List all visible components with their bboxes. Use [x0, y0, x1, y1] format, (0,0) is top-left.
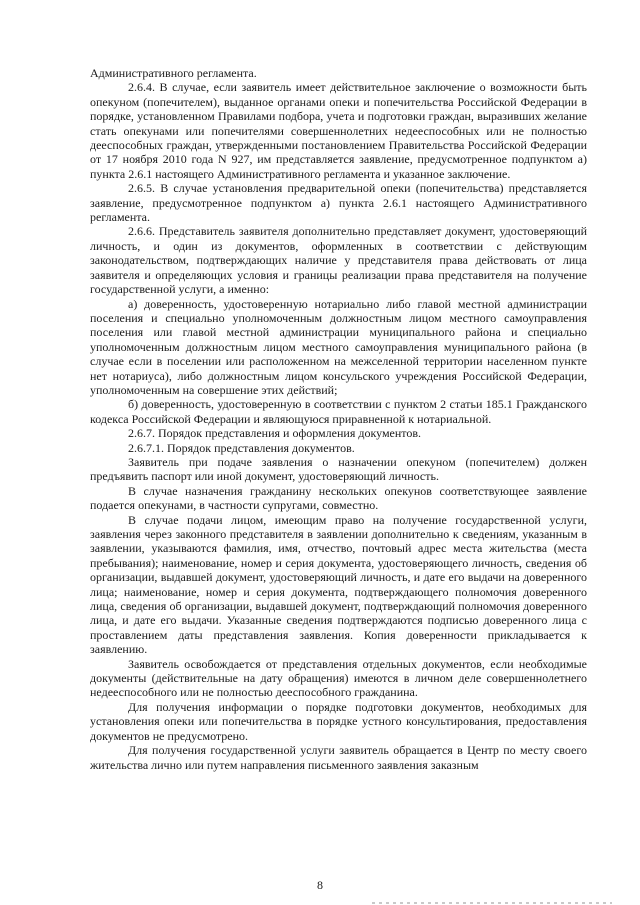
paragraph: 2.6.7. Порядок представления и оформления документов.	[128, 426, 422, 441]
paragraph: 2.6.7.1. Порядок представления документов.	[128, 440, 355, 455]
paragraph: Для получения государственной услуги заявитель обращается в Центр по месту своего жительства лично или путем направления письменного заявления заказным	[90, 743, 587, 772]
paragraph: а) доверенность, удостоверенную нотариально либо главой местной администрации поселения и специально уполномоченным должностным лицом местного самоуправления поселения или главой местной администрации муниципального района и специально уполномоченным должностным лицом местного самоуправления муниципального района (в случае если в поселении или расположенном на межселенной территории населенном пункте нет нотариуса), либо должностным лицом консульского учреждения Российской Федерации, уполномоченным на совершение этих действий;	[90, 296, 587, 397]
paragraph: 2.6.5. В случае установления предварительной опеки (попечительства) представляется заявление, предусмотренное подпунктом а) пункта 2.6.1 настоящего Административного регламента.	[90, 181, 587, 225]
page-number: 8	[317, 878, 323, 892]
paragraph: В случае подачи лицом, имеющим право на получение государственной услуги, заявления через законного представителя в заявлении дополнительно к сведениям, указанным в заявлении, указываются фамилия, имя, отчество, почтовый адрес места жительства (места пребывания); наименование, номер и серия документа, удостоверяющего личность, сведения об организации, выдавшей документ, удостоверяющий личность, и дате его выдачи на доверенного лица; наименование, номер и серия документа, подтверждающего полномочия доверенного лица, сведения об организации, выдавшей документ, подтверждающий полномочия доверенного лица, и дате его выдачи. Указанные сведения подтверждаются подписью доверенного лица с проставлением даты представления заявления. Копия доверенности прикладывается к заявлению.	[90, 512, 587, 657]
paragraph: Для получения информации о порядке подготовки документов, необходимых для установления опеки или попечительства в порядке устного консультирования, предоставления документов не предусмотрено.	[90, 699, 587, 743]
paragraph: Заявитель освобождается от представления отдельных документов, если необходимые документы (действительные на дату обращения) имеются в личном деле совершеннолетнего недееспособного или не полностью дееспособного гражданина.	[90, 656, 587, 700]
paragraph: 2.6.6. Представитель заявителя дополнительно представляет документ, удостоверяющий личность, и один из документов, оформленных в соответствии с действующим законодательством, подтверждающих наличие у представителя права действовать от лица заявителя и определяющих условия и границы реализации права представителя на получение государственной услуги, а именно:	[90, 224, 587, 297]
paragraph: Административного регламента.	[90, 66, 257, 80]
scan-artifact	[372, 902, 612, 904]
paragraph: В случае назначения гражданину нескольких опекунов соответствующее заявление подается опекунами, в частности супругами, совместно.	[90, 483, 587, 513]
paragraph: Заявитель при подаче заявления о назначении опекуном (попечителем) должен предъявить паспорт или иной документ, удостоверяющий личность.	[90, 454, 587, 484]
paragraph: б) доверенность, удостоверенную в соответствии с пунктом 2 статьи 185.1 Гражданского кодекса Российской Федерации и являющуюся приравненной к нотариальной.	[90, 397, 587, 426]
paragraph: 2.6.4. В случае, если заявитель имеет действительное заключение о возможности быть опекуном (попечителем), выданное органами опеки и попечительства Российской Федерации в порядке, установленном Правилами подбора, учета и подготовки граждан, выразивших желание стать опекунами или попечителями совершеннолетних недееспособных или не полностью дееспособных граждан, утвержденными постановлением Правительства Российской Федерации от 17 ноября 2010 года N 927, им представляется заявление, предусмотренное подпунктом а) пункта 2.6.1 настоящего Административного регламента и указанное заключение.	[90, 80, 587, 181]
document-body	[90, 66, 587, 772]
